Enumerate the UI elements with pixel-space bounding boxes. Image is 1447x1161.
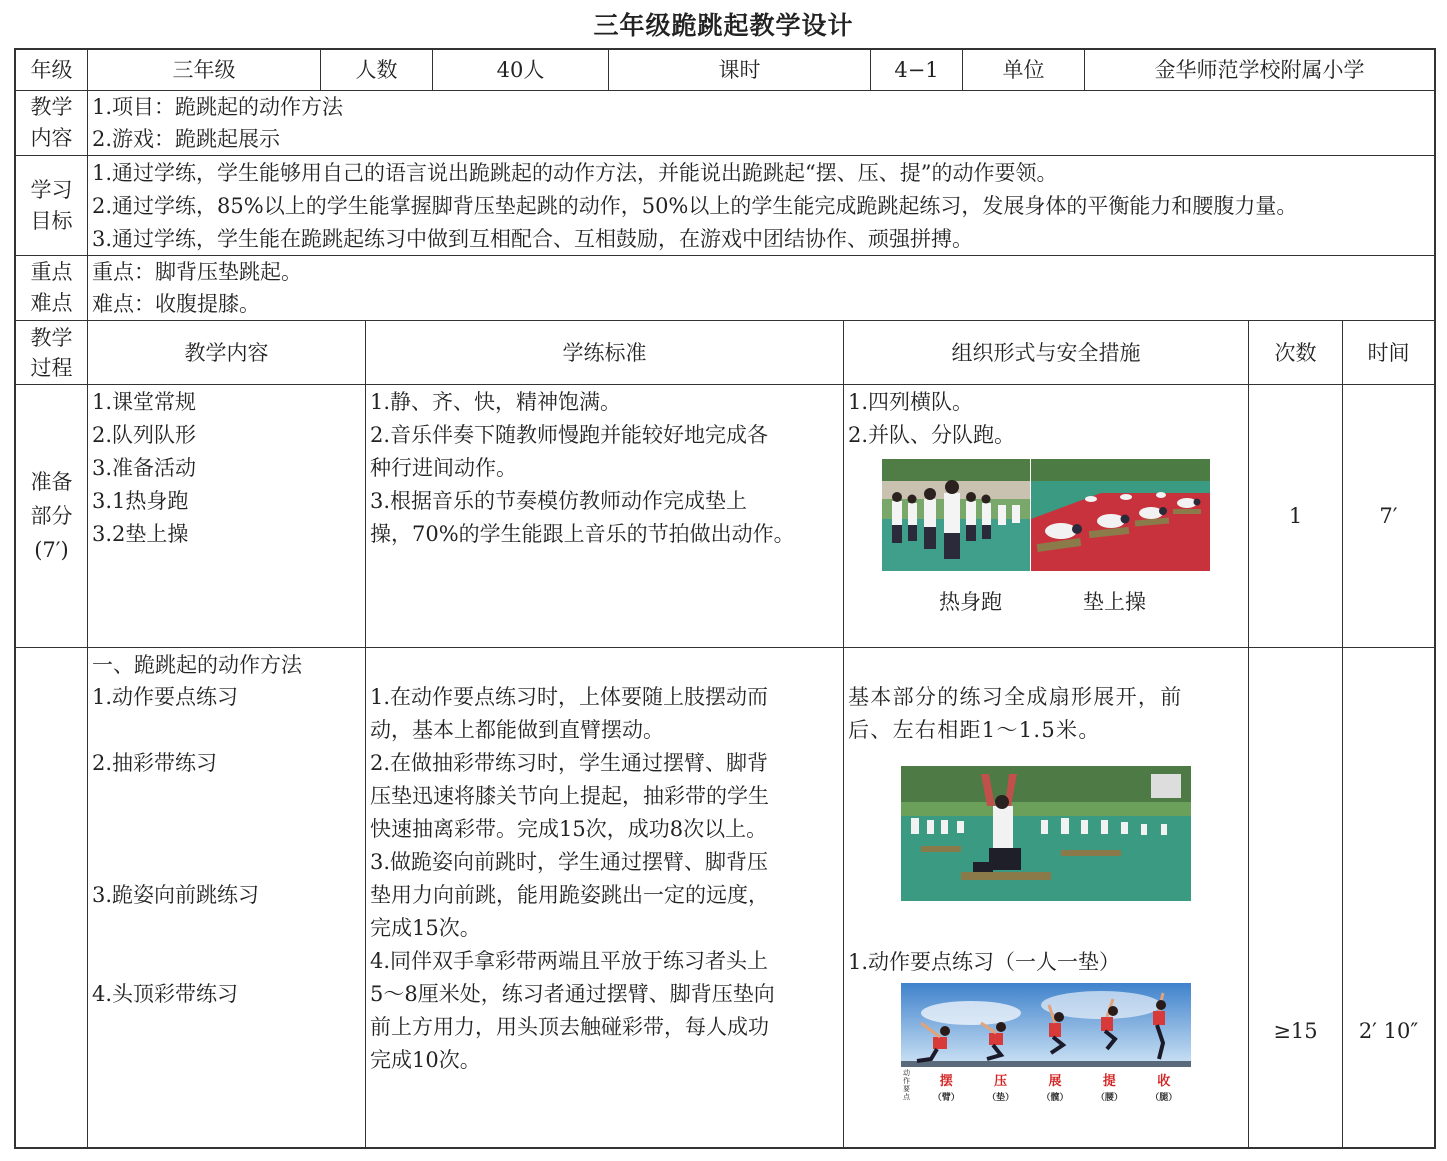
warmup-run-photo [882, 459, 1030, 571]
main-standard: 1.在动作要点练习时，上体要随上肢摆动而 动，基本上都能做到直臂摆动。 2.在做抽彩带练习时，学生通过摆臂、脚背 压垫迅速将膝关节向上提起，抽彩带的学生 快速抽离彩带。完成15次，成功8次以上。 3.做跪姿向前跳时，学生通过摆臂、脚背压 垫用力向前跳，能用跪姿跳出一定的远度， 完成15次。 4.同伴双手拿彩带两端且平放于练习者头上 5～8厘米处，练习者通过摆臂、脚背压垫向 前上方用力，用头顶去触碰彩带，每人成功 完成10次。 [370, 685, 775, 1072]
lesson-plan-table [14, 48, 1436, 1149]
main-time: 2′ 10″ [1358, 1019, 1419, 1043]
lesson-value: 4−1 [894, 58, 939, 82]
unit-value: 金华师范学校附属小学 [1154, 58, 1365, 82]
col-header-standard: 学练标准 [562, 340, 647, 365]
key-text: 重点：脚背压垫跳起。 难点：收腹提膝。 [92, 260, 302, 316]
warmup-run-caption: 热身跑 [939, 590, 1002, 614]
col-header-times: 次数 [1274, 340, 1317, 365]
prep-time: 7′ [1379, 504, 1398, 528]
unit-label: 单位 [1002, 58, 1045, 82]
fan-formation-photo [901, 766, 1191, 901]
count-label: 人数 [355, 58, 398, 82]
col-header-organization: 组织形式与安全措施 [951, 340, 1141, 365]
main-content-heading: 一、跪跳起的动作方法 [92, 653, 302, 677]
prep-organization: 1.四列横队。 2.并队、分队跑。 [848, 390, 1016, 447]
main-content-item-2: 2.抽彩带练习 [92, 751, 218, 775]
practice-label: 1.动作要点练习（一人一垫） [848, 950, 1121, 974]
count-value: 40人 [496, 58, 545, 82]
prep-times: 1 [1288, 504, 1303, 528]
prep-standard: 1.静、齐、快，精神饱满。 2.音乐伴奏下随教师慢跑并能较好地完成各 种行进间动作。 3.根据音乐的节奏模仿教师动作完成垫上 操，70%的学生能跟上音乐的节拍做出动作。 [370, 390, 795, 546]
prep-label: 准备 部分 (7′) [30, 470, 73, 562]
main-times: ≥15 [1273, 1019, 1318, 1043]
lesson-label: 课时 [718, 58, 761, 82]
goals-text: 1.通过学练，学生能够用自己的语言说出跪跳起的动作方法，并能说出跪跳起“摆、压、提”的动作要领。 2.通过学练，85%以上的学生能掌握脚背压垫起跳的动作，50%以上的学生能完成跪跳起练习，发展身体的平衡能力和腰腹力量。 3.通过学练，学生能在跪跳起练习中做到互相配合、互相鼓励，在游戏中团结协作、顽强拼搏。 [92, 161, 1298, 251]
content-text: 1.项目：跪跳起的动作方法 2.游戏：跪跳起展示 [92, 95, 344, 151]
content-label: 教学 内容 [30, 95, 73, 150]
process-label: 教学 过程 [30, 325, 73, 380]
main-organization: 基本部分的练习全成扇形展开，前 后、左右相距1～1.5米。 [848, 685, 1183, 742]
key-label: 重点 难点 [30, 260, 73, 315]
diagram-side-label: 动作要点 [903, 1069, 910, 1101]
col-header-content: 教学内容 [184, 340, 269, 365]
grade-value: 三年级 [172, 58, 236, 82]
main-content-item-1: 1.动作要点练习 [92, 685, 239, 709]
grade-label: 年级 [30, 58, 73, 82]
document-title: 三年级跪跳起教学设计 [593, 11, 854, 40]
diagram-keys: 摆 压 展 提 收 [939, 1074, 1171, 1089]
col-header-time: 时间 [1367, 340, 1410, 365]
diagram-parts: （臂） （垫） （髋） （腰） （腿） [932, 1093, 1178, 1103]
mat-exercise-photo [1031, 459, 1210, 571]
goals-label: 学习 目标 [30, 177, 73, 233]
jump-sequence-diagram [901, 983, 1191, 1067]
main-content-item-3: 3.跪姿向前跳练习 [92, 883, 260, 907]
main-content-item-4: 4.头顶彩带练习 [92, 982, 239, 1006]
mat-exercise-caption: 垫上操 [1083, 590, 1146, 614]
prep-content: 1.课堂常规 2.队列队形 3.准备活动 3.1热身跑 3.2垫上操 [92, 390, 197, 546]
